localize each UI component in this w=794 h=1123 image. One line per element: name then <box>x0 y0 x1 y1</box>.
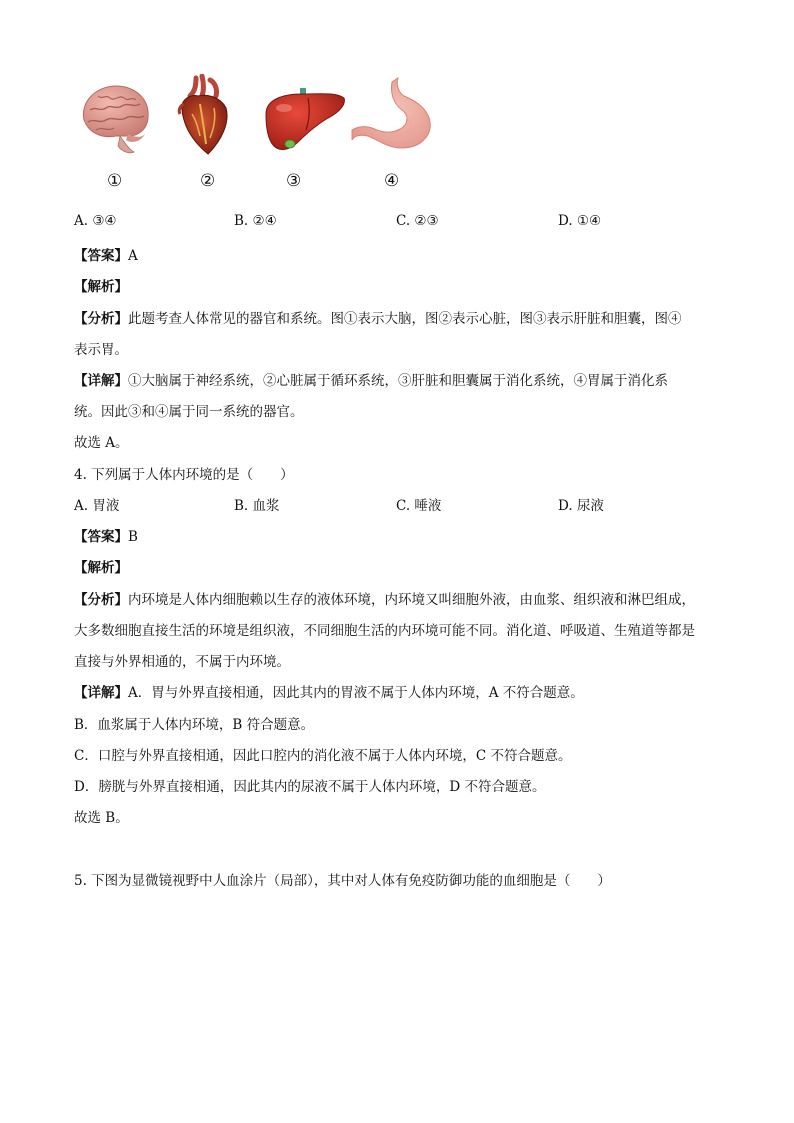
q3-analysis-tag: 【分析】 <box>74 311 128 327</box>
q3-detail-text-1: ①大脑属于神经系统，②心脏属于循环系统，③肝脏和胆囊属于消化系统，④胃属于消化系 <box>128 373 668 389</box>
q4-question: 4. 下列属于人体内环境的是（ ） <box>74 467 294 483</box>
q4-detail-line-4: D．膀胱与外界直接相通，因此其内的尿液不属于人体内环境，D 不符合题意。 <box>74 779 546 795</box>
q3-detail-line-2: 统。因此③和④属于同一系统的器官。 <box>74 404 304 420</box>
q4-answer-line <box>74 525 138 545</box>
q3-option-b: B. ②④ <box>234 213 277 229</box>
q5-question: 5. 下图为显微镜视野中人血涂片（局部），其中对人体有免疫防御功能的血细胞是（ ） <box>74 873 611 889</box>
brain-icon <box>76 80 154 156</box>
q4-analysis-line-1 <box>74 588 695 608</box>
q4-answer-value: B <box>128 529 138 545</box>
q4-conclusion: 故选 B。 <box>74 810 129 826</box>
heart-icon <box>176 74 232 158</box>
q3-option-a: A. ③④ <box>74 213 117 229</box>
q3-answer-line <box>74 244 138 264</box>
q4-detail-text-1: A．胃与外界直接相通，因此其内的胃液不属于人体内环境，A 不符合题意。 <box>128 685 584 701</box>
q3-detail-tag: 【详解】 <box>74 373 128 389</box>
stomach-image <box>350 74 434 154</box>
q4-analysis-heading: 【解析】 <box>74 560 128 576</box>
q4-analysis-line-2: 大多数细胞直接生活的环境是组织液，不同细胞生活的内环境可能不同。消化道、呼吸道、生殖道等都是 <box>74 623 695 639</box>
q4-option-b: B. 血浆 <box>234 498 280 514</box>
q4-option-d: D. 尿液 <box>558 498 604 514</box>
q3-analysis-line-1 <box>74 307 682 327</box>
q3-answer-tag: 【答案】 <box>74 248 128 264</box>
heart-image <box>176 74 232 158</box>
q3-answer-value: A <box>128 248 138 264</box>
liver-icon <box>262 84 348 154</box>
q4-option-a: A. 胃液 <box>74 498 120 514</box>
q3-detail-line-1 <box>74 369 668 389</box>
q4-answer-tag: 【答案】 <box>74 529 128 545</box>
q3-analysis-line-2: 表示胃。 <box>74 342 128 358</box>
q3-option-c: C. ②③ <box>396 213 439 229</box>
q3-option-d: D. ①④ <box>558 213 602 229</box>
brain-image <box>76 80 154 156</box>
organ-label-4: ④ <box>384 171 400 191</box>
stomach-icon <box>350 74 434 154</box>
liver-image <box>262 84 348 154</box>
organ-label-2: ② <box>200 171 216 191</box>
q4-analysis-tag: 【分析】 <box>74 592 128 608</box>
q3-analysis-heading: 【解析】 <box>74 279 128 295</box>
q3-analysis-text-1: 此题考查人体常见的器官和系统。图①表示大脑，图②表示心脏，图③表示肝脏和胆囊，图④ <box>128 311 682 327</box>
q4-analysis-text-1: 内环境是人体内细胞赖以生存的液体环境，内环境又叫细胞外液，由血浆、组织液和淋巴组成， <box>128 592 695 608</box>
organ-label-3: ③ <box>286 171 302 191</box>
q4-detail-line-1 <box>74 681 584 701</box>
organ-label-1: ① <box>107 171 123 191</box>
q4-option-c: C. 唾液 <box>396 498 442 514</box>
q4-detail-line-2: B．血浆属于人体内环境，B 符合题意。 <box>74 717 315 733</box>
q4-detail-line-3: C．口腔与外界直接相通，因此口腔内的消化液不属于人体内环境，C 不符合题意。 <box>74 748 572 764</box>
q4-detail-tag: 【详解】 <box>74 685 128 701</box>
q4-analysis-line-3: 直接与外界相通的，不属于内环境。 <box>74 654 290 670</box>
q3-conclusion: 故选 A。 <box>74 435 129 451</box>
